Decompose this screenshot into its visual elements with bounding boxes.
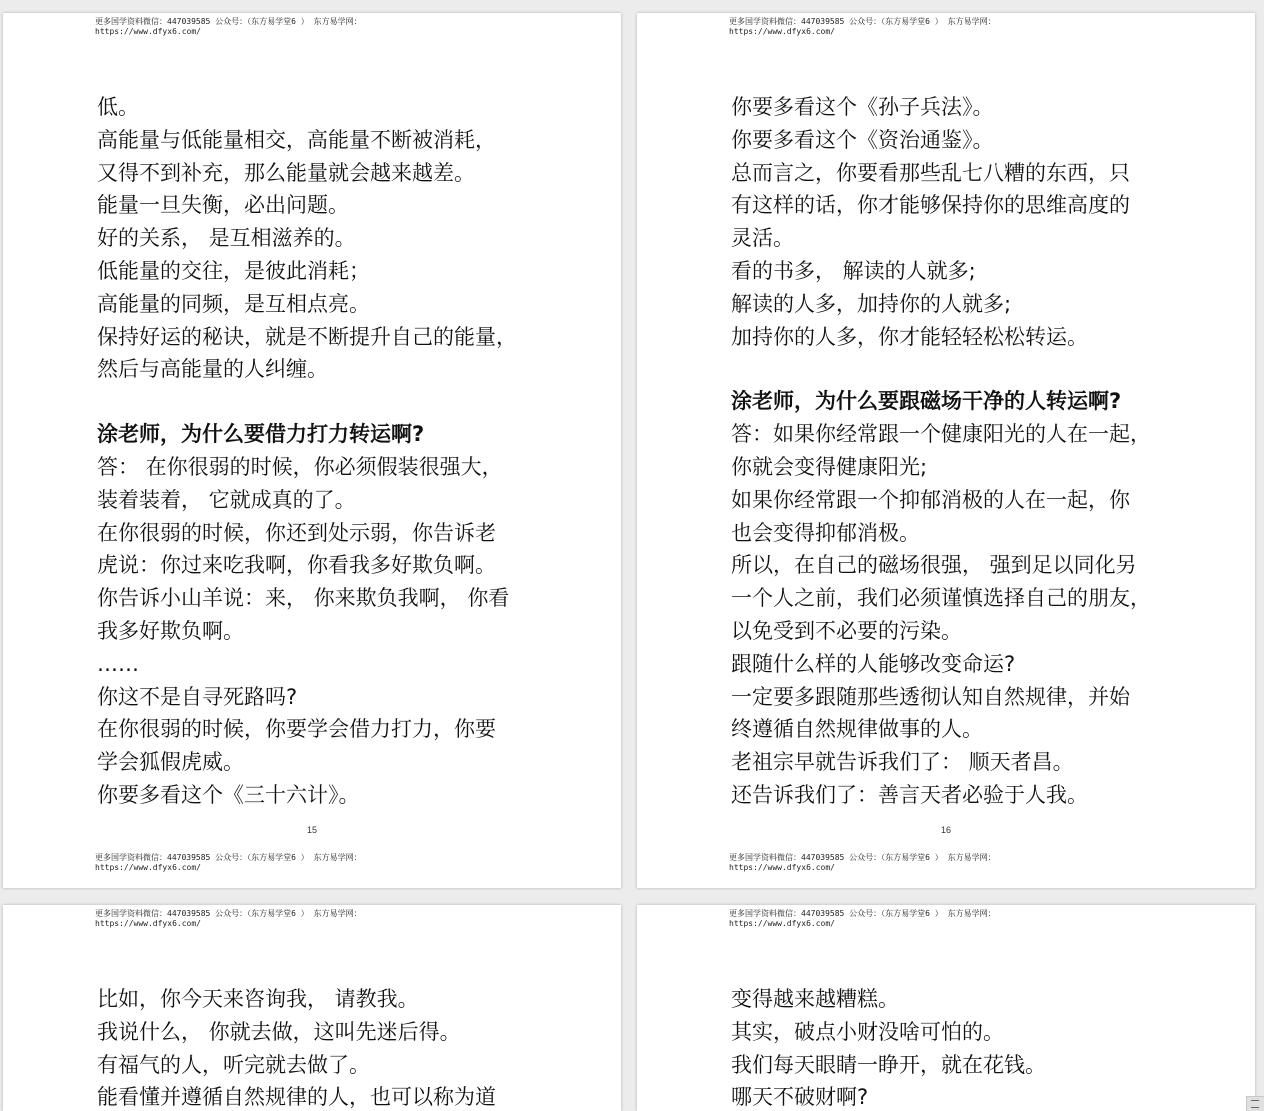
text-line: 变得越来越糟糕。 bbox=[731, 987, 899, 1011]
text-line: …… bbox=[97, 651, 139, 676]
footer-contact-text: 更多国学资料微信：447039585 公众号：（东方易学堂6 ） 东方易学网： bbox=[95, 853, 362, 862]
header-contact-text: 更多国学资料微信：447039585 公众号：（东方易学堂6 ） 东方易学网： bbox=[95, 17, 362, 26]
footer-contact-text: 更多国学资料微信：447039585 公众号：（东方易学堂6 ） 东方易学网： bbox=[729, 853, 996, 862]
text-line: 保持好运的秘诀，就是不断提升自己的能量， bbox=[97, 324, 517, 349]
page-header bbox=[95, 17, 515, 37]
page-footer bbox=[729, 853, 1149, 873]
document-page-17 bbox=[3, 905, 621, 1111]
text-line: 解读的人多，加持你的人就多; bbox=[731, 291, 1012, 316]
text-line: 我们每天眼睛一睁开，就在花钱。 bbox=[731, 1052, 1046, 1077]
document-page-15 bbox=[3, 13, 621, 888]
text-line: 一个人之前，我们必须谨慎选择自己的朋友， bbox=[731, 586, 1151, 611]
text-line: 答：如果你经常跟一个健康阳光的人在一起， bbox=[731, 422, 1151, 447]
page-number: 16 bbox=[940, 825, 951, 835]
text-line: 如果你经常跟一个抑郁消极的人在一起，你 bbox=[731, 487, 1130, 512]
text-line: 跟随什么样的人能够改变命运? bbox=[731, 651, 1016, 676]
text-line: 比如，你今天来咨询我， 请教我。 bbox=[97, 987, 419, 1011]
page-body bbox=[97, 91, 567, 812]
header-url-link[interactable]: https://www.dfyx6.com/ bbox=[729, 919, 835, 928]
page-body bbox=[731, 983, 1201, 1111]
page-body bbox=[97, 983, 567, 1111]
header-url-link[interactable]: https://www.dfyx6.com/ bbox=[729, 27, 835, 36]
page-body bbox=[731, 91, 1201, 812]
header-contact-text: 更多国学资料微信：447039585 公众号：（东方易学堂6 ） 东方易学网： bbox=[729, 909, 996, 918]
text-line: 你这不是自寻死路吗? bbox=[97, 684, 298, 709]
text-line: 有这样的话，你才能够保持你的思维高度的 bbox=[731, 193, 1130, 218]
page-footer bbox=[95, 853, 515, 873]
text-line: 其实，破点小财没啥可怕的。 bbox=[731, 1019, 1004, 1044]
text-line: 高能量与低能量相交，高能量不断被消耗， bbox=[97, 127, 496, 152]
text-line: 以免受到不必要的污染。 bbox=[731, 618, 962, 643]
section-heading: 涂老师，为什么要跟磁场干净的人转运啊? bbox=[731, 389, 1122, 414]
text-line: 你要多看这个《三十六计》。 bbox=[97, 782, 360, 807]
page-header bbox=[729, 909, 1149, 929]
text-line: 低能量的交往，是彼此消耗； bbox=[97, 258, 370, 283]
text-line: 加持你的人多，你才能轻轻松松转运。 bbox=[731, 324, 1088, 349]
text-line: 还告诉我们了：善言天者必验于人我。 bbox=[731, 782, 1088, 807]
text-line: 虎说：你过来吃我啊，你看我多好欺负啊。 bbox=[97, 553, 496, 578]
text-line: 你就会变得健康阳光; bbox=[731, 454, 928, 479]
text-line: 答： 在你很弱的时候，你必须假装很强大， bbox=[97, 454, 503, 479]
text-line: 你告诉小山羊说：来， 你来欺负我啊， 你看 bbox=[97, 586, 510, 611]
text-line: 能看懂并遵循自然规律的人，也可以称为道 bbox=[97, 1085, 496, 1110]
text-line: 也会变得抑郁消极。 bbox=[731, 520, 920, 545]
text-line: 哪天不破财啊? bbox=[731, 1085, 869, 1110]
text-line: 我说什么， 你就去做，这叫先迷后得。 bbox=[97, 1019, 461, 1044]
text-line: 你要多看这个《资治通鉴》。 bbox=[731, 127, 994, 152]
section-heading: 涂老师，为什么要借力打力转运啊? bbox=[97, 422, 425, 447]
paragraph-gap bbox=[97, 386, 567, 418]
text-line: 学会狐假虎威。 bbox=[97, 750, 244, 775]
page-header bbox=[95, 909, 515, 929]
paragraph-gap bbox=[731, 353, 1201, 385]
text-line: 有福气的人，听完就去做了。 bbox=[97, 1052, 370, 1077]
header-contact-text: 更多国学资料微信：447039585 公众号：（东方易学堂6 ） 东方易学网： bbox=[729, 17, 996, 26]
text-line: 我多好欺负啊。 bbox=[97, 618, 244, 643]
text-line: 好的关系， 是互相滋养的。 bbox=[97, 226, 356, 251]
text-line: 一定要多跟随那些透彻认知自然规律，并始 bbox=[731, 684, 1130, 709]
text-line: 老祖宗早就告诉我们了： 顺天者昌。 bbox=[731, 750, 1074, 775]
footer-url-link[interactable]: https://www.dfyx6.com/ bbox=[729, 863, 835, 872]
page-header bbox=[729, 17, 1149, 37]
resize-grip-icon[interactable] bbox=[1246, 1096, 1264, 1111]
footer-url-link[interactable]: https://www.dfyx6.com/ bbox=[95, 863, 201, 872]
text-line: 你要多看这个《孙子兵法》。 bbox=[731, 95, 994, 119]
document-page-16 bbox=[637, 13, 1255, 888]
text-line: 低。 bbox=[97, 95, 139, 119]
header-url-link[interactable]: https://www.dfyx6.com/ bbox=[95, 27, 201, 36]
text-line: 装着装着， 它就成真的了。 bbox=[97, 487, 356, 512]
text-line: 然后与高能量的人纠缠。 bbox=[97, 357, 328, 382]
text-line: 总而言之，你要看那些乱七八糟的东西，只 bbox=[731, 160, 1130, 185]
text-line: 在你很弱的时候，你还到处示弱，你告诉老 bbox=[97, 520, 496, 545]
page-number: 15 bbox=[306, 825, 317, 835]
text-line: 看的书多， 解读的人就多; bbox=[731, 258, 976, 283]
text-line: 所以，在自己的磁场很强， 强到足以同化另 bbox=[731, 553, 1137, 578]
header-contact-text: 更多国学资料微信：447039585 公众号：（东方易学堂6 ） 东方易学网： bbox=[95, 909, 362, 918]
document-page-18 bbox=[637, 905, 1255, 1111]
text-line: 能量一旦失衡，必出问题。 bbox=[97, 193, 349, 218]
text-line: 又得不到补充，那么能量就会越来越差。 bbox=[97, 160, 475, 185]
text-line: 终遵循自然规律做事的人。 bbox=[731, 717, 983, 742]
text-line: 高能量的同频，是互相点亮。 bbox=[97, 291, 370, 316]
header-url-link[interactable]: https://www.dfyx6.com/ bbox=[95, 919, 201, 928]
text-line: 在你很弱的时候，你要学会借力打力，你要 bbox=[97, 717, 496, 742]
text-line: 灵活。 bbox=[731, 226, 794, 251]
